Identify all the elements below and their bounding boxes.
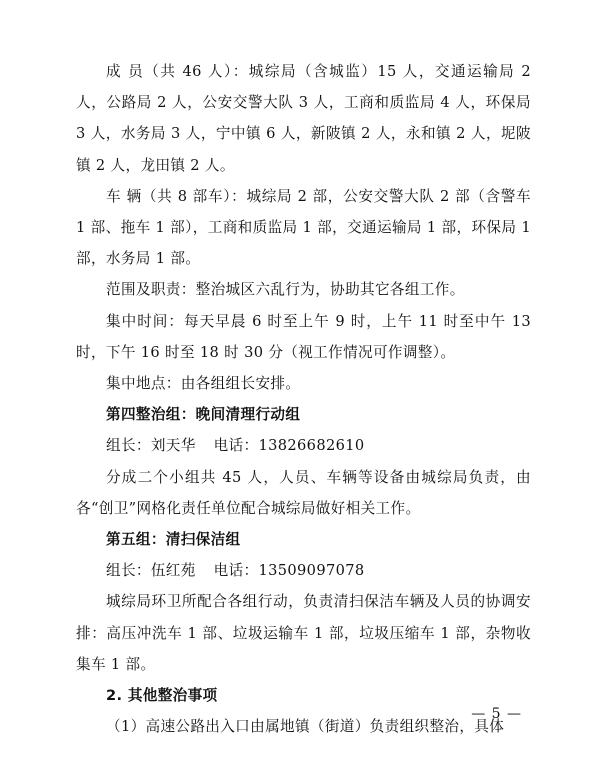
location-paragraph: 集中地点：由各组组长安排。 <box>106 375 301 393</box>
document-body <box>76 56 531 742</box>
group4-leader-line <box>76 430 531 461</box>
vehicles-paragraph: 车 辆（共 8 部车）：城综局 2 部，公安交警大队 2 部（含警车 1 部、拖车 1 部），工商和质监局 1 部，交通运输局 1 部，环保局 1 部，水务局 1 部。 <box>76 187 531 268</box>
group5-leader: 组长：伍红苑 <box>106 562 196 580</box>
page-number: — 5 — <box>471 706 522 722</box>
group4-heading: 第四整治组：晚间清理行动组 <box>106 406 301 424</box>
group5-description: 城综局环卫所配合各组行动，负责清扫保洁车辆及人员的协调安排：高压冲洗车 1 部、垃圾运输车 1 部，垃圾压缩车 1 部，杂物收集车 1 部。 <box>76 593 531 673</box>
group4-leader: 组长：刘天华 <box>106 437 196 455</box>
group4-phone: 电话：13826682610 <box>213 437 365 455</box>
group4-description: 分成二个小组共 45 人，人员、车辆等设备由城综局负责，由各“创卫”网格化责任单位配合城综局做好相关工作。 <box>76 468 531 517</box>
group5-heading: 第五组：清扫保洁组 <box>106 531 241 549</box>
members-paragraph: 成 员（共 46 人）：城综局（含城监）15 人，交通运输局 2 人，公路局 2 人，公安交警大队 3 人，工商和质监局 4 人，环保局 3 人，水务局 3 人，宁中镇 6 人，新陂镇 2 人，永和镇 2 人，坭陂镇 2 人，龙田镇 2 人。 <box>76 63 531 174</box>
group5-phone: 电话：13509097078 <box>213 562 365 580</box>
time-paragraph: 集中时间：每天早晨 6 时至上午 9 时，上午 11 时至中午 13 时，下午 16 时至 18 时 30 分（视工作情况可作调整）。 <box>76 312 531 361</box>
group5-leader-line <box>76 555 531 586</box>
section2-item1: （1）高速公路出入口由属地镇（街道）负责组织整治，具体 <box>106 718 505 736</box>
scope-paragraph: 范围及职责：整治城区六乱行为，协助其它各组工作。 <box>106 281 465 299</box>
section2-heading: 2. 其他整治事项 <box>106 687 218 705</box>
